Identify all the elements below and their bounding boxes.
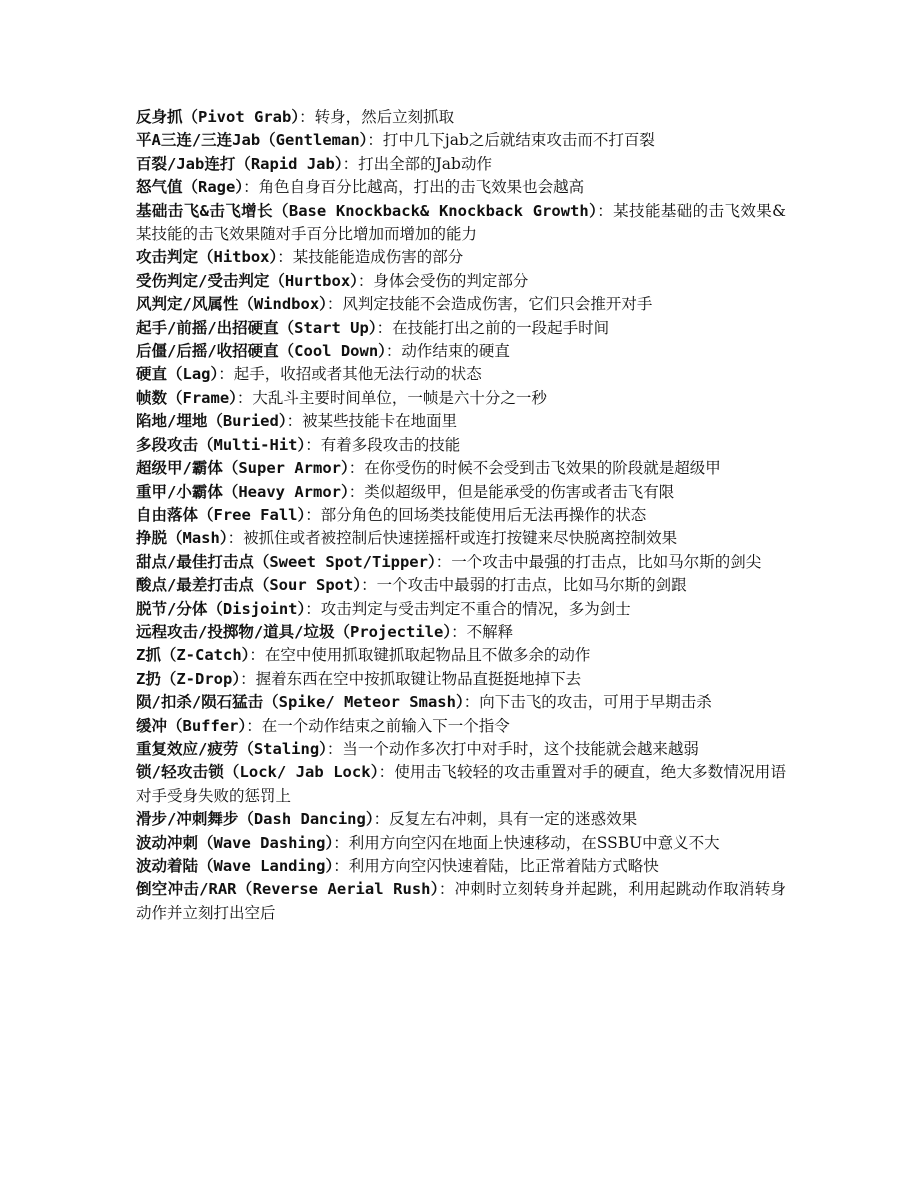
entry-term: 脱节/分体（Disjoint） [136,599,306,618]
glossary-entry [136,551,786,574]
entry-definition: ：利用方向空闪快速着陆，比正常着陆方式略快 [333,857,659,875]
glossary-entry [136,527,786,550]
glossary-entry [136,574,786,597]
entry-definition: ：被抓住或者被控制后快速搓摇杆或连打按键来尽快脱离控制效果 [227,529,678,548]
glossary-entry [136,317,786,340]
entry-definition: ：起手，收招或者其他无法行动的状态 [218,365,482,384]
entry-term: 反身抓（Pivot Grab） [136,108,300,126]
entry-term: 攻击判定（Hitbox） [136,248,278,267]
glossary-entry [136,808,786,831]
entry-term: 超级甲/霸体（Super Armor） [136,459,349,478]
glossary-entry [136,644,786,667]
entry-term: 基础击飞&击飞增长（Base Knockback& Knockback Growth） [136,201,598,220]
entry-definition: ：某技能基础的击飞效果&某技能的击飞效果随对手百分比增加而增加的能力 [136,201,786,244]
entry-term: 波动冲刺（Wave Dashing） [136,833,334,852]
glossary-entry [136,387,786,410]
entry-term: 倒空冲击/RAR（Reverse Aerial Rush） [136,880,439,899]
entry-definition: ：冲刺时立刻转身并起跳，利用起跳动作取消转身动作并立刻打出空后 [136,880,786,922]
entry-term: 受伤判定/受击判定（Hurtbox） [136,271,358,290]
entry-term: Z抓（Z-Catch） [136,646,250,665]
entry-definition: ：有着多段攻击的技能 [305,435,461,454]
entry-definition: ：在你受伤的时候不会受到击飞效果的阶段就是超级甲 [348,459,721,478]
glossary-entry [136,270,786,293]
entry-definition: ：身体会受伤的判定部分 [357,271,529,290]
entry-term: 酸点/最差打击点（Sour Spot） [136,576,362,595]
entry-term: 锁/轻攻击锁（Lock/ Jab Lock） [136,763,379,782]
entry-definition: ：类似超级甲，但是能承受的伤害或者击飞有限 [348,482,675,501]
entry-term: 挣脱（Mash） [136,529,228,548]
glossary-entry [136,293,786,316]
entry-definition: ：向下击飞的攻击，可用于早期击杀 [463,693,712,712]
entry-definition: ：当一个动作多次打中对手时，这个技能就会越来越弱 [326,739,699,758]
glossary-entry [136,153,786,176]
entry-definition: ：部分角色的回场类技能使用后无法再操作的状态 [305,505,647,524]
glossary-entry [136,246,786,269]
glossary-entry [136,200,786,247]
glossary-entry [136,761,786,808]
glossary-entry [136,832,786,855]
entry-definition: ：握着东西在空中按抓取键让物品直挺挺地掉下去 [240,669,582,688]
entry-term: 百裂/Jab连打（Rapid Jab） [136,154,343,173]
entry-term: 滑步/冲刺舞步（Dash Dancing） [136,810,374,829]
entry-definition: ：角色自身百分比越高，打出的击飞效果也会越高 [243,178,585,197]
glossary-entry [136,340,786,363]
entry-term: 平A三连/三连Jab（Gentleman） [136,131,368,150]
glossary-entry [136,434,786,457]
entry-definition: ：打出全部的Jab动作 [342,154,492,173]
glossary-entry [136,106,786,129]
entry-term: Z扔（Z-Drop） [136,669,241,688]
entry-term: 起手/前摇/出招硬直（Start Up） [136,318,377,337]
entry-term: 怒气值（Rage） [136,178,244,197]
entry-term: 甜点/最佳打击点（Sweet Spot/Tipper） [136,552,436,571]
entry-definition: ：打中几下jab之后就结束攻击而不打百裂 [367,131,655,150]
entry-term: 自由落体（Free Fall） [136,505,306,524]
entry-definition: ：攻击判定与受击判定不重合的情况，多为剑士 [305,599,631,618]
glossary-entry [136,176,786,199]
entry-term: 远程攻击/投掷物/道具/垃圾（Projectile） [136,622,452,641]
entry-definition: ：一个攻击中最强的打击点，比如马尔斯的剑尖 [435,552,762,571]
glossary-entry [136,621,786,644]
entry-term: 缓冲（Buffer） [136,716,247,735]
glossary-entry [136,855,786,878]
entry-term: 重复效应/疲劳（Staling） [136,739,327,758]
glossary-entry [136,129,786,152]
glossary-entry [136,878,786,925]
entry-term: 重甲/小霸体（Heavy Armor） [136,482,349,501]
glossary-entry [136,363,786,386]
glossary-entry [136,691,786,714]
entry-definition: ：使用击飞较轻的攻击重置对手的硬直，绝大多数情况用语对手受身失败的惩罚上 [136,763,786,805]
entry-definition: ：被某些技能卡在地面里 [286,412,458,431]
entry-definition: ：风判定技能不会造成伤害，它们只会推开对手 [326,295,653,314]
entry-term: 后僵/后摇/收招硬直（Cool Down） [136,342,386,361]
entry-definition: ：某技能能造成伤害的部分 [277,248,464,267]
glossary-entry [136,481,786,504]
glossary-entry [136,410,786,433]
entry-definition: ：不解释 [451,622,514,641]
glossary [136,106,786,925]
entry-definition: ：利用方向空闪在地面上快速移动，在SSBU中意义不大 [333,833,720,852]
entry-term: 帧数（Frame） [136,388,237,407]
entry-definition: ：动作结束的硬直 [385,342,510,361]
entry-term: 风判定/风属性（Windbox） [136,295,327,314]
entry-definition: ：在技能打出之前的一段起手时间 [376,318,610,337]
entry-term: 陷地/埋地（Buried） [136,412,287,431]
glossary-entry [136,715,786,738]
entry-term: 陨/扣杀/陨石猛击（Spike/ Meteor Smash） [136,693,464,712]
entry-definition: ：转身，然后立刻抓取 [299,108,455,126]
entry-definition: ：在空中使用抓取键抓取起物品且不做多余的动作 [249,646,591,665]
entry-definition: ：一个攻击中最弱的打击点，比如马尔斯的剑跟 [361,576,687,595]
entry-term: 硬直（Lag） [136,365,219,384]
entry-term: 波动着陆（Wave Landing） [136,857,334,875]
glossary-entry [136,738,786,761]
entry-definition: ：反复左右冲刺，具有一定的迷惑效果 [373,810,638,829]
entry-definition: ：在一个动作结束之前输入下一个指令 [246,716,510,735]
glossary-entry [136,668,786,691]
glossary-entry [136,457,786,480]
glossary-entry [136,504,786,527]
entry-definition: ：大乱斗主要时间单位，一帧是六十分之一秒 [236,388,547,407]
glossary-entry [136,598,786,621]
entry-term: 多段攻击（Multi-Hit） [136,435,306,454]
